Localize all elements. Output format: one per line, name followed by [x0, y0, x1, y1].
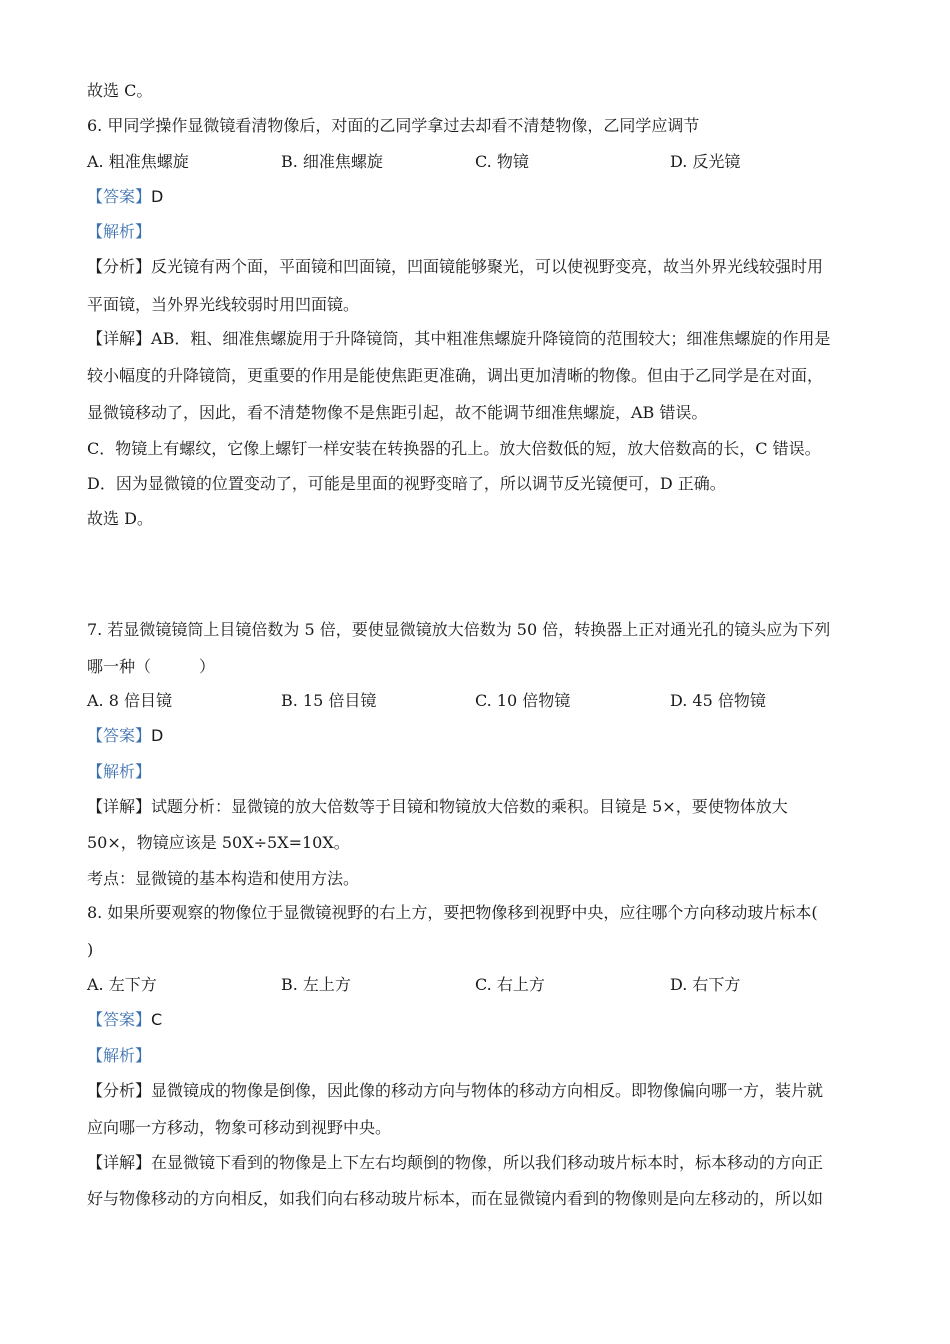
q6-detail-line-1: 【详解】AB．粗、细准焦螺旋用于升降镜筒，其中粗准焦螺旋升降镜筒的范围较大；细准焦螺旋的作用是 [87, 329, 831, 348]
q8-option-d: D. 右下方 [670, 975, 741, 994]
q8-detail-line-2: 好与物像移动的方向相反，如我们向右移动玻片标本，而在显微镜内看到的物像则是向左移动的，所以如 [87, 1189, 824, 1208]
q7-option-a: A. 8 倍目镜 [87, 691, 172, 710]
q7-analysis-tag: 【解析】 [87, 762, 152, 781]
q7-option-c: C. 10 倍物镜 [475, 691, 571, 710]
previous-conclusion: 故选 C。 [87, 81, 153, 100]
q8-fenxi-line-1: 【分析】显微镜成的物像是倒像，因此像的移动方向与物体的移动方向相反。即物像偏向哪一方，装片就 [87, 1081, 824, 1100]
detail-tag: 【详解】 [87, 329, 152, 348]
answer-tag: 【答案】 [87, 1010, 152, 1029]
q7-detail-line-2: 50×，物镜应该是 50X÷5X=10X。 [87, 833, 350, 852]
q6-option-b: B. 细准焦螺旋 [281, 152, 383, 171]
q8-answer-line [87, 1010, 162, 1030]
detail-tag: 【详解】 [87, 1153, 152, 1172]
q6-detail-line-3: 显微镜移动了，因此，看不清楚物像不是焦距引起，故不能调节细准焦螺旋，AB 错误。 [87, 403, 708, 422]
q7-answer-line [87, 726, 163, 746]
q7-detail-line-1: 【详解】试题分析：显微镜的放大倍数等于目镜和物镜放大倍数的乘积。目镜是 5×，要使物体放大 [87, 797, 788, 816]
q8-answer: C [151, 1010, 163, 1029]
fenxi-tag: 【分析】 [87, 1081, 152, 1100]
q8-analysis-tag: 【解析】 [87, 1046, 152, 1065]
q6-detail-line-4: C．物镜上有螺纹，它像上螺钉一样安装在转换器的孔上。放大倍数低的短，放大倍数高的长，C 错误。 [87, 439, 821, 458]
q8-option-b: B. 左上方 [281, 975, 351, 994]
q6-analysis-tag: 【解析】 [87, 222, 152, 241]
q6-detail-line-5: D．因为显微镜的位置变动了，可能是里面的视野变暗了，所以调节反光镜便可，D 正确。 [87, 474, 726, 493]
q7-option-b: B. 15 倍目镜 [281, 691, 377, 710]
q6-fenxi-line-1: 【分析】反光镜有两个面，平面镜和凹面镜，凹面镜能够聚光，可以使视野变亮，故当外界光线较强时用 [87, 257, 824, 276]
q8-option-c: C. 右上方 [475, 975, 545, 994]
q6-stem: 6. 甲同学操作显微镜看清物像后，对面的乙同学拿过去却看不清楚物像，乙同学应调节 [87, 116, 700, 135]
q8-fenxi-line-2: 应向哪一方移动，物象可移动到视野中央。 [87, 1118, 392, 1137]
q6-fenxi-line-2: 平面镜，当外界光线较弱时用凹面镜。 [87, 295, 360, 314]
q6-detail-line-2: 较小幅度的升降镜筒，更重要的作用是能使焦距更准确，调出更加清晰的物像。但由于乙同学是在对面， [87, 366, 824, 385]
q8-detail-line-1: 【详解】在显微镜下看到的物像是上下左右均颠倒的物像，所以我们移动玻片标本时，标本移动的方向正 [87, 1153, 824, 1172]
q6-option-c: C. 物镜 [475, 152, 529, 171]
q6-option-d: D. 反光镜 [670, 152, 741, 171]
q7-kaodian: 考点：显微镜的基本构造和使用方法。 [87, 869, 360, 888]
answer-tag: 【答案】 [87, 726, 152, 745]
q7-stem-line-2: 哪一种（ ） [87, 657, 216, 676]
q8-stem-line-1: 8. 如果所要观察的物像位于显微镜视野的右上方，要把物像移到视野中央，应往哪个方向移动玻片标本( [87, 903, 818, 922]
q7-option-d: D. 45 倍物镜 [670, 691, 766, 710]
q6-answer-line [87, 187, 163, 207]
q6-answer: D [151, 187, 164, 206]
q8-option-a: A. 左下方 [87, 975, 157, 994]
q6-option-a: A. 粗准焦螺旋 [87, 152, 189, 171]
answer-tag: 【答案】 [87, 187, 152, 206]
q7-stem-line-1: 7. 若显微镜镜筒上目镜倍数为 5 倍，要使显微镜放大倍数为 50 倍，转换器上正对通光孔的镜头应为下列 [87, 620, 831, 639]
detail-tag: 【详解】 [87, 797, 152, 816]
q8-stem-line-2: ) [87, 940, 94, 959]
q7-answer: D [151, 726, 164, 745]
fenxi-tag: 【分析】 [87, 257, 152, 276]
q6-conclusion: 故选 D。 [87, 509, 153, 528]
